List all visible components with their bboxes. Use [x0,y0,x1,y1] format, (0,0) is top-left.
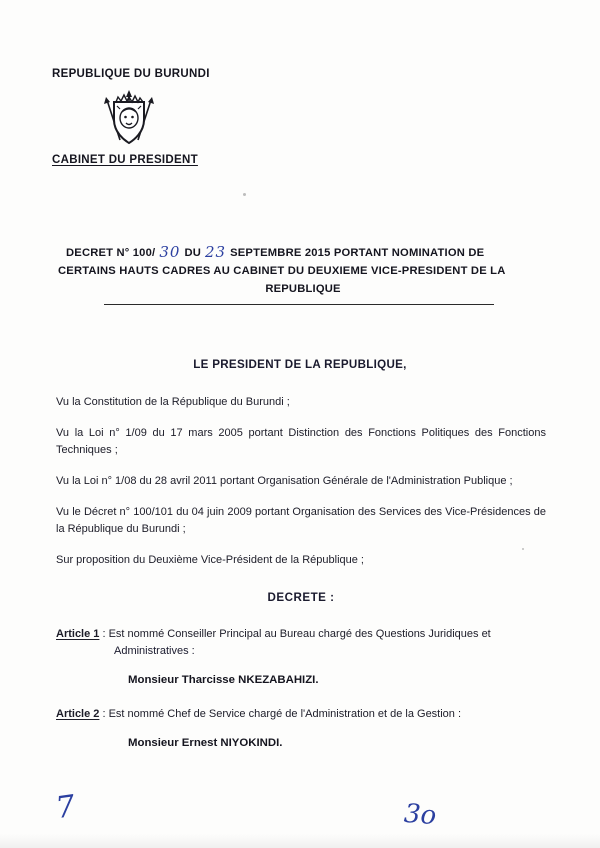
consideration-item: Vu la Loi n° 1/09 du 17 mars 2005 portant Distinction des Fonctions Politiques des Fonctions Techniques ; [56,427,546,456]
article-label: Article 2 [56,708,100,720]
article-label: Article 1 [56,628,100,640]
decree-title-line2: CERTAINS HAUTS CADRES AU CABINET DU DEUXIEME VICE-PRESIDENT DE LA [58,265,506,277]
consideration-item: Vu la Constitution de la République du Burundi ; [56,396,290,408]
cabinet-label: CABINET DU PRESIDENT [52,154,198,166]
decree-prefix: DECRET N° 100/ [66,247,156,259]
consideration-item: Sur proposition du Deuxième Vice-Président de la République ; [56,554,364,566]
article-block [56,626,546,686]
article-separator: : [99,628,109,640]
decree-title-line1-rest: SEPTEMBRE 2015 PORTANT NOMINATION DE [230,247,485,259]
article-separator: : [99,708,109,720]
article-text: Est nommé Chef de Service chargé de l'Administration et de la Gestion : [108,708,462,720]
decree-number-handwritten: 30 [159,243,181,261]
signature-right: 3o [402,798,438,832]
organization-name: REPUBLIQUE DU BURUNDI [52,68,210,80]
consideration-item: Vu la Loi n° 1/08 du 28 avril 2011 portant Organisation Générale de l'Administration Publique ; [56,475,513,487]
article-nominee: Monsieur Ernest NIYOKINDI. [128,737,283,749]
consideration-item: Vu le Décret n° 100/101 du 04 juin 2009 portant Organisation des Services des Vice-Présidences de la République du Burundi ; [56,506,546,535]
signature-left: 7 [53,788,78,827]
article-block [56,706,546,749]
decree-du: DU [184,247,201,259]
document-body [56,394,546,769]
decrete-heading: DECRETE : [267,591,335,604]
burundi-coat-of-arms-icon [90,90,168,148]
decree-day-handwritten: 23 [205,243,227,261]
letterhead [52,68,352,166]
article-continuation: Administratives : [114,645,195,657]
article-nominee: Monsieur Tharcisse NKEZABAHIZI. [128,674,319,686]
decree-title-line3: REPUBLIQUE [265,283,341,295]
scan-speck [243,193,246,196]
article-text: Est nommé Conseiller Principal au Bureau chargé des Questions Juridiques et [108,628,491,640]
president-heading: LE PRESIDENT DE LA REPUBLIQUE, [193,358,407,371]
title-divider [104,304,494,305]
decree-title [58,242,548,298]
